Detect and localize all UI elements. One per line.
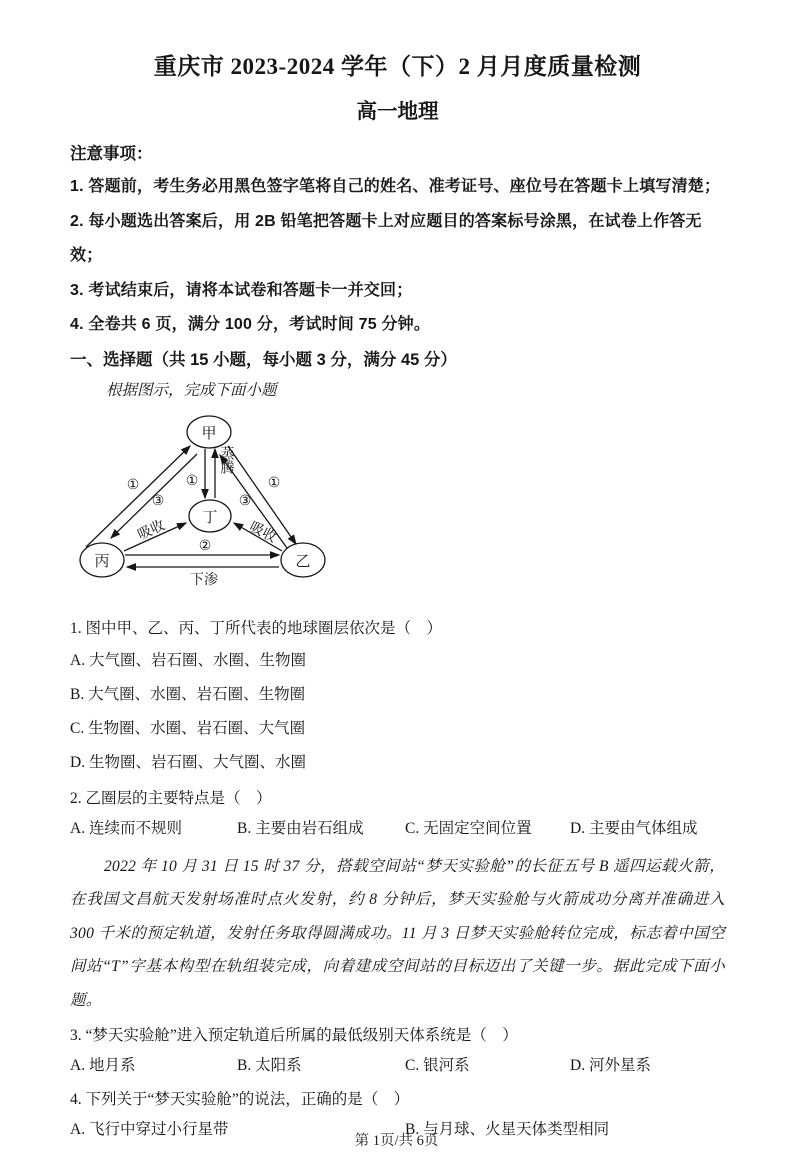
question-1-stem: 1. 图中甲、乙、丙、丁所代表的地球圈层依次是（ ） bbox=[70, 619, 443, 637]
page-number: 第 1页/共 6页 bbox=[354, 1133, 439, 1149]
notice-item-1: 1. 答题前，考生务必用黑色签字笔将自己的姓名、准考证号、座位号在答题卡上填写清楚； bbox=[70, 178, 721, 195]
question-2-option-c: C. 无固定空间位置 bbox=[405, 819, 532, 837]
label-absorb-left: 吸收 bbox=[135, 517, 168, 543]
question-2-option-a: A. 连续而不规则 bbox=[70, 819, 182, 837]
node-yi-label: 乙 bbox=[295, 553, 311, 570]
reading-passage: 2022 年 10 月 31 日 15 时 37 分，搭载空间站“梦天实验舱”的长征五号 B 遥四运载火箭，在我国文昌航天发射场准时点火发射，约 8 分钟后，梦天实验舱与火箭成功分离并准确进入 300 千米的预定轨道，发射任务取得圆满成功。11 月 3 日梦天实验舱转位完成，标志着中国空间站“T”字基本构型在轨组装完成，向着建成空间站的目标迈出了关键一步。据此完成下面小题。 bbox=[70, 857, 725, 1009]
question-1-option-a: A. 大气圈、岩石圈、水圈、生物圈 bbox=[70, 651, 306, 669]
doc-subtitle: 高一地理 bbox=[356, 101, 439, 123]
question-3-option-c: C. 银河系 bbox=[405, 1057, 470, 1074]
question-2-option-d: D. 主要由气体组成 bbox=[570, 819, 698, 837]
sphere-cycle-diagram bbox=[70, 409, 725, 610]
label-absorb-right: 吸收 bbox=[246, 519, 279, 546]
question-1-option-b: B. 大气圈、水圈、岩石圈、生物圈 bbox=[70, 685, 306, 703]
label-transpiration: 蒸腾 bbox=[218, 445, 234, 474]
page-content bbox=[0, 52, 793, 1145]
notice-heading: 注意事项： bbox=[70, 145, 153, 163]
node-bing-label: 丙 bbox=[94, 553, 110, 570]
label-circled1-right: ① bbox=[267, 475, 281, 491]
question-3-option-b: B. 太阳系 bbox=[237, 1057, 302, 1074]
label-circled1-middle: ① bbox=[185, 473, 199, 489]
question-3-stem: 3. “梦天实验舱”进入预定轨道后所属的最低级别天体系统是（ ） bbox=[70, 1027, 518, 1044]
section1-heading: 一、选择题（共 15 小题，每小题 3 分，满分 45 分） bbox=[70, 350, 457, 369]
exam-page bbox=[0, 52, 793, 1174]
label-circled3-right: ③ bbox=[238, 493, 252, 509]
question-4-stem: 4. 下列关于“梦天实验舱”的说法，正确的是（ ） bbox=[70, 1091, 410, 1108]
label-infiltration: 下渗 bbox=[190, 572, 218, 588]
question-2-options bbox=[70, 814, 725, 844]
label-circled1-left: ① bbox=[126, 477, 140, 493]
node-ding-label: 丁 bbox=[202, 509, 218, 526]
notice-item-4: 4. 全卷共 6 页，满分 100 分，考试时间 75 分钟。 bbox=[70, 316, 431, 333]
question-group-intro: 根据图示，完成下面小题 bbox=[106, 381, 277, 399]
question-1-option-d: D. 生物圈、岩石圈、大气圈、水圈 bbox=[70, 753, 306, 771]
notice-item-2: 2. 每小题选出答案后，用 2B 铅笔把答题卡上对应题目的答案标号涂黑，在试卷上作答无效； bbox=[70, 212, 702, 264]
node-jia-label: 甲 bbox=[201, 425, 217, 442]
notice-item-3: 3. 考试结束后，请将本试卷和答题卡一并交回； bbox=[70, 281, 413, 299]
question-1-option-c: C. 生物圈、水圈、岩石圈、大气圈 bbox=[70, 719, 306, 737]
label-circled3-left: ③ bbox=[151, 493, 165, 509]
label-circled2: ② bbox=[198, 538, 212, 554]
question-4-option-a: A. 飞行中穿过小行星带 bbox=[70, 1121, 229, 1138]
question-2-stem: 2. 乙圈层的主要特点是（ ） bbox=[70, 789, 272, 807]
question-3-option-a: A. 地月系 bbox=[70, 1057, 136, 1074]
question-3-option-d: D. 河外星系 bbox=[570, 1057, 651, 1074]
doc-title: 重庆市 2023-2024 学年（下）2 月月度质量检测 bbox=[153, 54, 642, 79]
question-4-option-b: B. 与月球、火星天体类型相同 bbox=[405, 1121, 610, 1138]
diagram-svg bbox=[70, 409, 342, 605]
question-3-options bbox=[70, 1051, 725, 1081]
question-2-option-b: B. 主要由岩石组成 bbox=[237, 819, 364, 837]
